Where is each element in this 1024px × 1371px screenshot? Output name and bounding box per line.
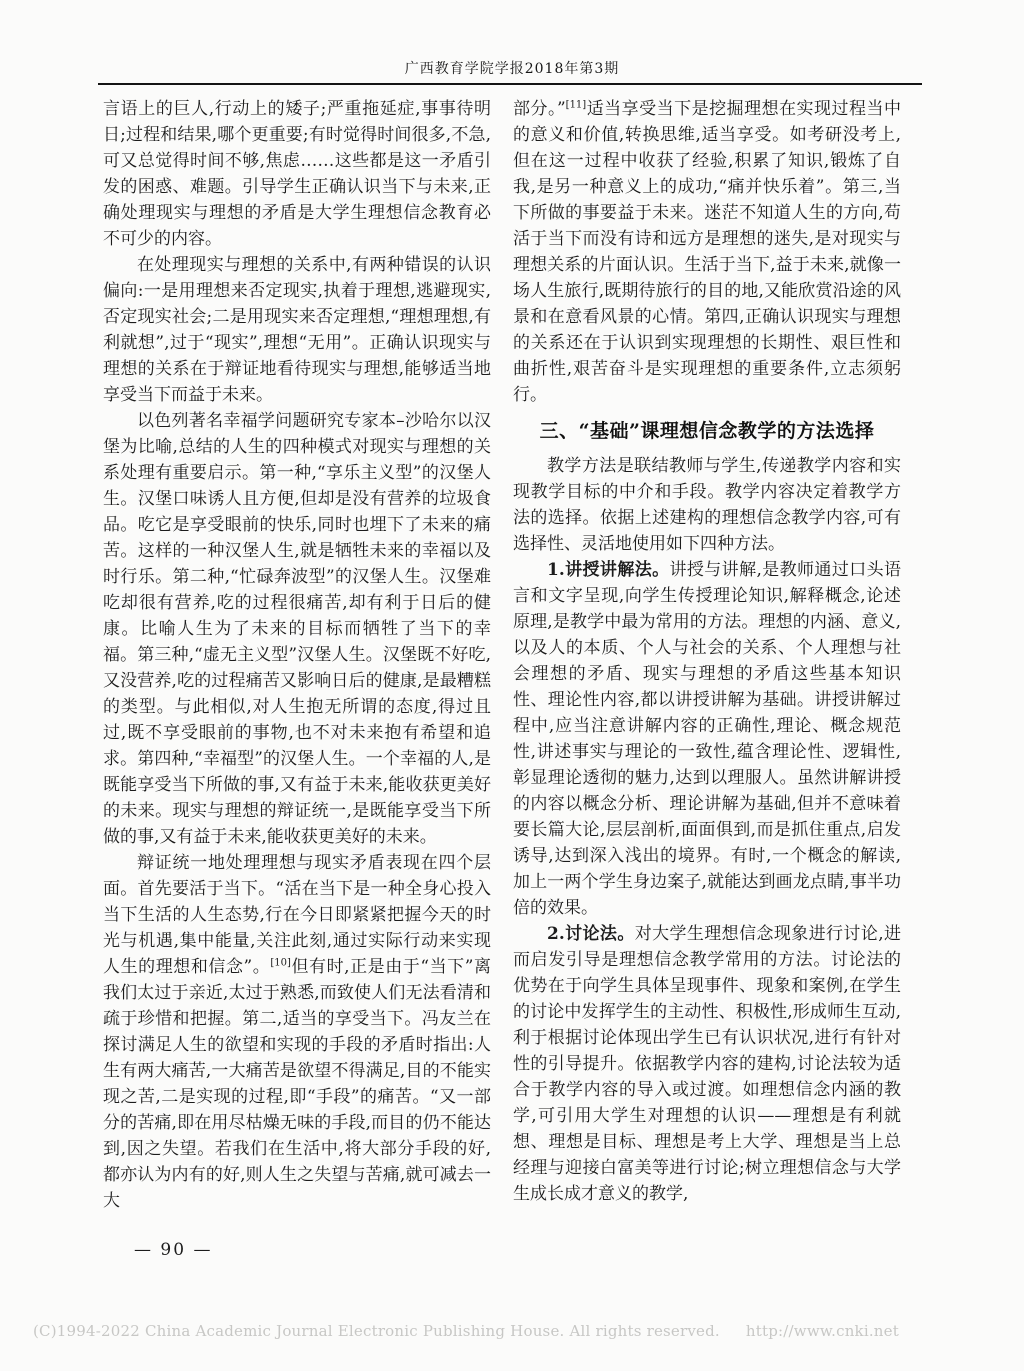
text-run: 对大学生理想信念现象进行讨论,进而启发引导是理想信念教学常用的方法。讨论法的优势在于向学生具体呈现事件、现象和案例,在学生的讨论中发挥学生的主动性、积极性,形成师生互动,利于根据讨论体现出学生已有认识状况,进行有针对性的引导提升。依据教学内容的建构,讨论法较为适合于教学内容的导入或过渡。如理想信念内涵的教学,可引用大学生对理想的认识——理想是有利就想、理想是目标、理想是考上大学、理想是当上总经理与迎接白富美等进行讨论;树立理想信念与大学生成长成才意义的教学,	[513, 924, 902, 1204]
paragraph	[513, 453, 901, 557]
header-rule-divider	[98, 83, 922, 85]
citation-ref: [11]	[565, 99, 587, 111]
paragraph	[513, 557, 901, 921]
paragraph	[103, 408, 491, 850]
section-heading	[513, 418, 901, 444]
text-run: 言语上的巨人,行动上的矮子;严重拖延症,事事待明日;过程和结果,哪个更重要;有时觉得时间很多,不急,可又总觉得时间不够,焦虑……这些都是这一矛盾引发的困惑、难题。引导学生正确认识当下与未来,正确处理现实与理想的矛盾是大学生理想信念教育必不可少的内容。	[103, 99, 491, 249]
paragraph	[103, 850, 491, 1214]
text-run: 但有时,正是由于“当下”离我们太过于亲近,太过于熟悉,而致使人们无法看清和疏于珍惜和把握。第二,适当的享受当下。冯友兰在探讨满足人生的欲望和实现的手段的矛盾时指出:人生有两大痛苦,一大痛苦是欲望不得满足,目的不能实现之苦,二是实现的过程,即“手段”的痛苦。“又一部分的苦痛,即在用尽枯燥无味的手段,而目的仍不能达到,因之失望。若我们在生活中,将大部分手段的好,都亦认为内有的好,则人生之失望与苦痛,就可减去一大	[103, 957, 491, 1211]
paragraph	[103, 96, 491, 252]
paragraph	[513, 96, 901, 408]
text-run: 适当享受当下是挖掘理想在实现过程当中的意义和价值,转换思维,适当享受。如考研没考上,但在这一过程中收获了经验,积累了知识,锻炼了自我,是另一种意义上的成功,“痛并快乐着”。第三,当下所做的事要益于未来。迷茫不知道人生的方向,苟活于当下而没有诗和远方是理想的迷失,是对现实与理想关系的片面认识。生活于当下,益于未来,就像一场人生旅行,既期待旅行的目的地,又能欣赏沿途的风景和在意看风景的心情。第四,正确认识现实与理想的关系还在于认识到实现理想的长期性、艰巨性和曲折性,艰苦奋斗是实现理想的重要条件,立志须躬行。	[513, 99, 902, 405]
copyright-notice: (C)1994-2022 China Academic Journal Electronic Publishing House. All rights reserved.	[33, 1322, 720, 1340]
left-column	[103, 96, 491, 1214]
text-run: 三、“基础”课理想信念教学的方法选择	[539, 420, 875, 442]
cnki-url: http://www.cnki.net	[745, 1322, 899, 1340]
page-number: — 90 —	[134, 1240, 213, 1260]
article-body	[103, 96, 901, 1214]
method-label: 1.讲授讲解法。	[547, 560, 670, 580]
citation-ref: [10]	[270, 957, 291, 969]
text-run: 部分。”	[513, 99, 566, 119]
text-run: 讲授与讲解,是教师通过口头语言和文字呈现,向学生传授理论知识,解释概念,论述原理,是教学中最为常用的方法。理想的内涵、意义,以及人的本质、个人与社会的关系、个人理想与社会理想的矛盾、现实与理想的矛盾这些基本知识性、理论性内容,都以讲授讲解为基础。讲授讲解过程中,应当注意讲解内容的正确性,理论、概念规范性,讲述事实与理论的一致性,蕴含理论性、逻辑性,彰显理论透彻的魅力,达到以理服人。虽然讲解讲授的内容以概念分析、理论讲解为基础,但并不意味着要长篇大论,层层剖析,面面俱到,而是抓住重点,启发诱导,达到深入浅出的境界。有时,一个概念的解读,加上一两个学生身边案子,就能达到画龙点睛,事半功倍的效果。	[513, 560, 902, 918]
text-run: 辩证统一地处理理想与现实矛盾表现在四个层面。首先要活于当下。“活在当下是一种全身心投入当下生活的人生态势,行在今日即紧紧把握今天的时光与机遇,集中能量,关注此刻,通过实际行动来实现人生的理想和信念”。	[103, 853, 491, 977]
right-column	[513, 96, 901, 1214]
method-label: 2.讨论法。	[547, 924, 635, 944]
text-run: 在处理现实与理想的关系中,有两种错误的认识偏向:一是用理想来否定现实,执着于理想,逃避现实,否定现实社会;二是用现实来否定理想,“理想理想,有利就想”,过于“现实”,理想“无用”。正确认识现实与理想的关系在于辩证地看待现实与理想,能够适当地享受当下而益于未来。	[103, 255, 491, 405]
footer	[33, 1322, 993, 1340]
journal-header: 广西教育学院学报2018年第3期	[404, 61, 620, 77]
paragraph	[103, 252, 491, 408]
paragraph	[513, 921, 901, 1207]
text-run: 以色列著名幸福学问题研究专家本–沙哈尔以汉堡为比喻,总结的人生的四种模式对现实与理想的关系处理有重要启示。第一种,“享乐主义型”的汉堡人生。汉堡口味诱人且方便,但却是没有营养的垃圾食品。吃它是享受眼前的快乐,同时也埋下了未来的痛苦。这样的一种汉堡人生,就是牺牲未来的幸福以及时行乐。第二种,“忙碌奔波型”的汉堡人生。汉堡难吃却很有营养,吃的过程很痛苦,却有利于日后的健康。比喻人生为了未来的目标而牺牲了当下的幸福。第三种,“虚无主义型”汉堡人生。汉堡既不好吃,又没营养,吃的过程痛苦又影响日后的健康,是最糟糕的类型。与此相似,对人生抱无所谓的态度,得过且过,既不享受眼前的事物,也不对未来抱有希望和追求。第四种,“幸福型”的汉堡人生。一个幸福的人,是既能享受当下所做的事,又有益于未来,能收获更美好的未来。现实与理想的辩证统一,是既能享受当下所做的事,又有益于未来,能收获更美好的未来。	[103, 411, 491, 847]
text-run: 教学方法是联结教师与学生,传递教学内容和实现教学目标的中介和手段。教学内容决定着教学方法的选择。依据上述建构的理想信念教学内容,可有选择性、灵活地使用如下四种方法。	[513, 456, 901, 554]
